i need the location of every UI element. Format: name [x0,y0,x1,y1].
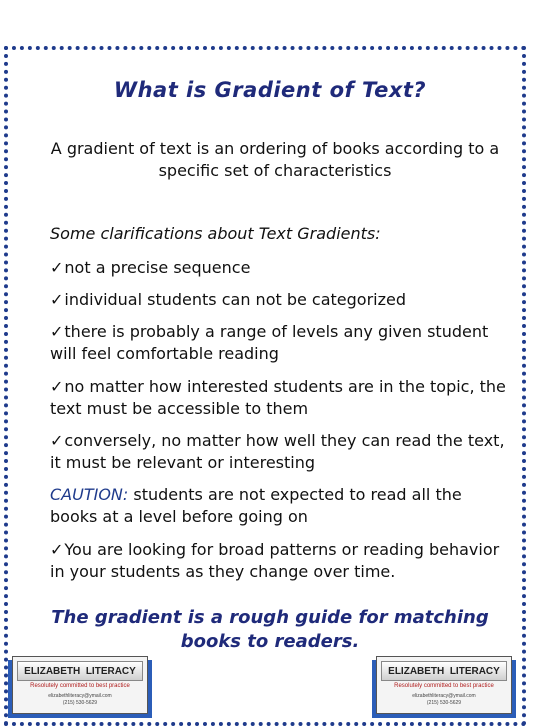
closing-statement: The gradient is a rough guide for matching books to readers. [51,607,489,652]
checkmark-icon: ✓ [50,540,64,559]
checkmark-icon: ✓ [50,258,64,277]
checkmark-icon: ✓ [50,322,64,341]
checkmark-icon: ✓ [50,431,64,450]
subheading: Some clarifications about Text Gradients: [50,224,381,243]
intro-paragraph: A gradient of text is an ordering of books according to a specific set of characteristics [50,139,500,180]
list-item: ✓there is probably a range of levels any given student will feel comfortable reading [50,322,489,363]
caution-label: CAUTION: [50,485,129,504]
list-item: ✓no matter how interested students are in the topic, the text must be accessible to them [50,377,506,418]
page-title: What is Gradient of Text? [113,78,427,102]
caution-text: students are not expected to read all the books at a level before going on [50,485,462,526]
elizabeth-literacy-logo: ELIZABETH LITERACY Resolutely committed to best practice elizabethliteracy@ymail.com (215) 530-5629 [12,656,148,714]
elizabeth-literacy-logo: ELIZABETH LITERACY Resolutely committed to best practice elizabethliteracy@ymail.com (215) 530-5629 [376,656,512,714]
list-item: ✓not a precise sequence [50,258,251,277]
list-item: ✓individual students can not be categorized [50,290,407,309]
checkmark-icon: ✓ [50,290,64,309]
list-item: ✓You are looking for broad patterns or reading behavior in your students as they change over time. [50,540,500,581]
list-item: ✓conversely, no matter how well they can read the text, it must be relevant or interesting [50,431,505,472]
caution-note [50,484,510,528]
checkmark-icon: ✓ [50,377,64,396]
